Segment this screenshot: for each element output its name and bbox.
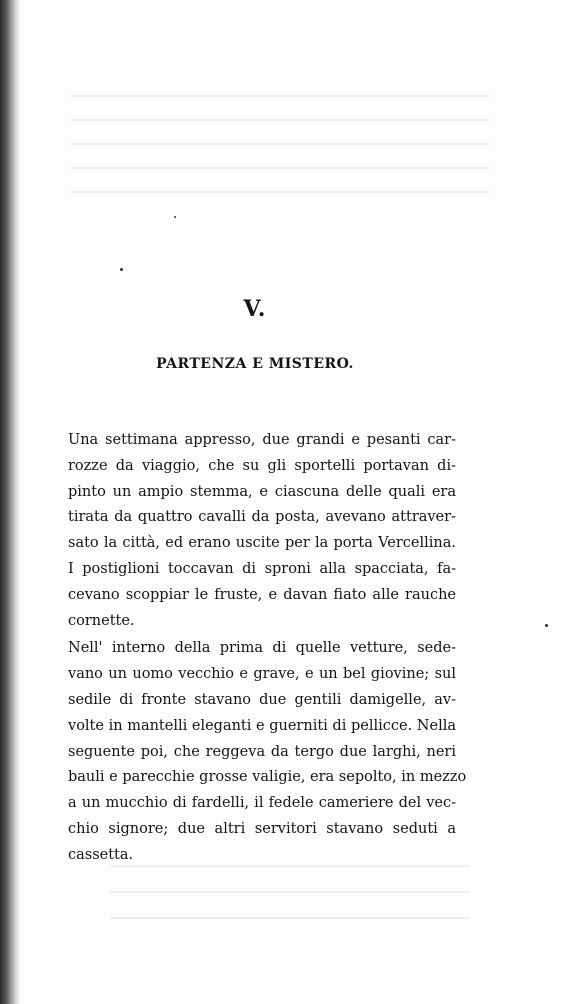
text-line: cassetta. <box>68 846 134 863</box>
text-line: Una settimana appresso, due grandi e pesanti car- <box>68 432 456 448</box>
text-line: pinto un ampio stemma, e ciascuna delle quali era <box>68 483 456 500</box>
text-line: seguente poi, che reggeva da tergo due larghi, neri <box>68 743 456 760</box>
paragraph <box>68 636 467 868</box>
text-line: a un mucchio di fardelli, il fedele cameriere del vec- <box>68 795 456 812</box>
ink-speck <box>545 624 548 627</box>
text-line: tirata da quattro cavalli da posta, avevano attraver- <box>68 509 456 526</box>
text-line: vano un uomo vecchio e grave, e un bel giovine; sul <box>68 666 456 683</box>
show-through-bottom <box>110 865 470 955</box>
page-spine-shadow <box>0 0 20 1004</box>
chapter-body <box>68 428 467 869</box>
chapter-title: PARTENZA E MISTERO. <box>156 356 354 372</box>
text-line: sedile di fronte stavano due gentili damigelle, av- <box>68 691 456 708</box>
text-line: volte in mantelli eleganti e guerniti di pellicce. Nella <box>68 717 456 734</box>
ink-speck <box>120 268 123 271</box>
text-line: sato la città, ed erano uscite per la porta Vercellina. <box>68 535 456 552</box>
text-line: rozze da viaggio, che su gli sportelli portavan di- <box>68 457 456 474</box>
text-line: cevano scoppiar le fruste, e davan fiato alle rauche <box>68 586 456 603</box>
text-line: bauli e parecchie grosse valigie, era sepolto, in mezzo <box>68 769 467 786</box>
text-line: cornette. <box>68 612 135 629</box>
text-line: Nell' interno della prima di quelle vetture, sede- <box>68 640 456 657</box>
paragraph <box>68 428 456 634</box>
text-line: chio signore; due altri servitori stavano seduti a <box>68 820 456 837</box>
ink-speck <box>174 216 176 218</box>
text-line: I postiglioni toccavan di sproni alla spacciata, fa- <box>68 560 456 577</box>
show-through-top <box>70 95 490 235</box>
chapter-number: V. <box>243 296 267 322</box>
